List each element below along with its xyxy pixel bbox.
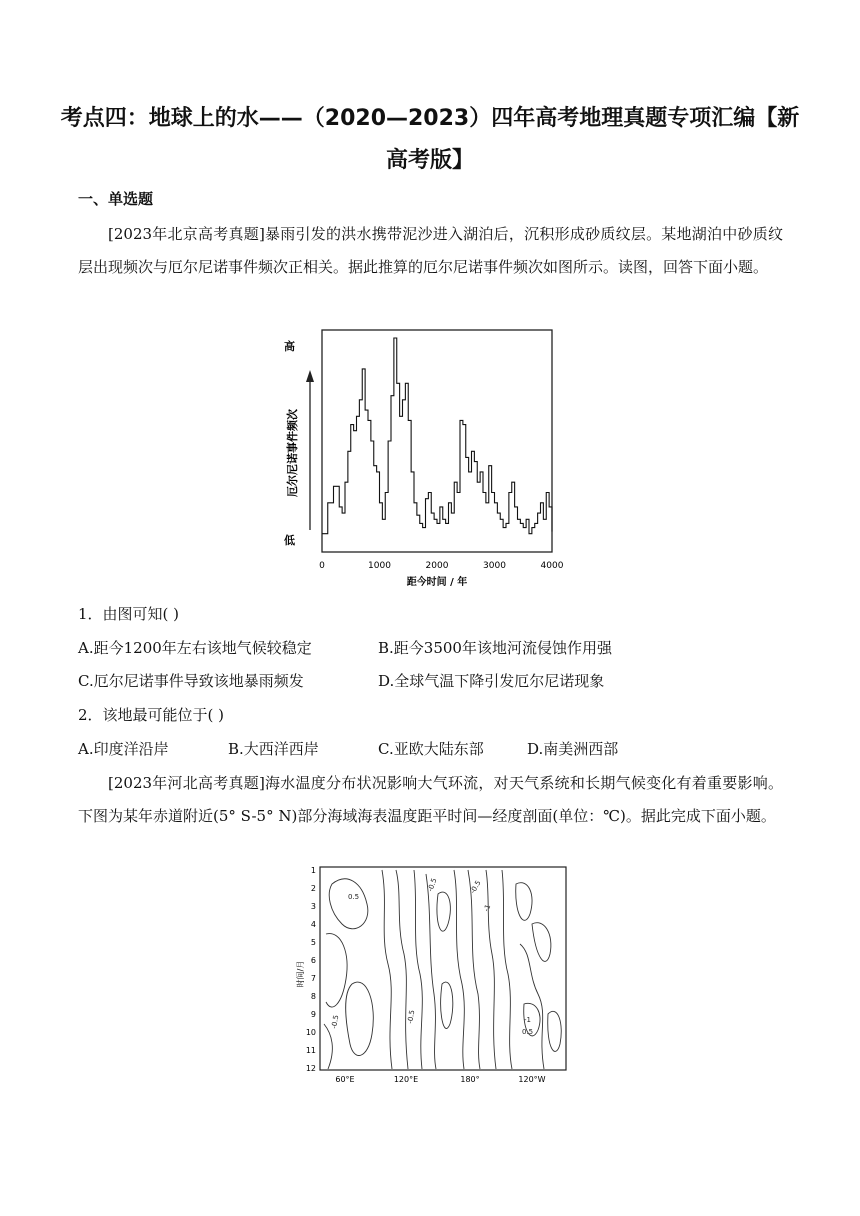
x-tick-0: 0 <box>319 561 325 571</box>
section-heading: 一、单选题 <box>78 190 154 208</box>
contour-line <box>486 870 496 1069</box>
x-tick-3000: 3000 <box>483 561 506 571</box>
month-tick-label: 12 <box>305 1064 316 1073</box>
x-tick-labels <box>319 561 564 571</box>
month-tick-label: 8 <box>310 992 316 1001</box>
contour-lines <box>324 870 561 1069</box>
title-line-1: 考点四：地球上的水——（2020—2023）四年高考地理真题专项汇编【新 <box>60 106 800 131</box>
q2-option-b: B.大西洋西岸 <box>228 740 319 758</box>
el-nino-frequency-chart <box>280 322 570 592</box>
contour-line <box>454 870 464 1069</box>
x-tick-4000: 4000 <box>540 561 564 571</box>
month-tick-label: 5 <box>310 938 316 947</box>
frequency-series <box>322 338 552 534</box>
q2-option-a: A.印度洋沿岸 <box>78 740 169 758</box>
x-tick-120e: 120°E <box>393 1075 419 1084</box>
contour-line <box>396 870 408 1069</box>
y-axis-label: 厄尔尼诺事件频次 <box>286 409 299 497</box>
x-tick-180: 180° <box>460 1075 480 1084</box>
q1-option-a: A.距今1200年左右该地气候较稳定 <box>78 639 312 657</box>
contour-label: 0.5 <box>348 893 360 901</box>
month-tick-label: 1 <box>310 866 316 875</box>
y-high-label: 高 <box>284 340 295 353</box>
month-tick-label: 11 <box>305 1046 316 1055</box>
month-tick-label: 6 <box>310 956 316 965</box>
document-title <box>60 98 800 182</box>
contour-line <box>468 870 480 1069</box>
month-ticks <box>306 866 316 1073</box>
month-tick-label: 4 <box>310 920 316 929</box>
contour-line <box>532 923 551 962</box>
contour-line <box>326 934 347 1008</box>
contour-labels <box>330 877 533 1036</box>
contour-label: -1 <box>524 1016 531 1024</box>
x-axis-label: 距今时间 / 年 <box>406 577 468 588</box>
month-tick-label: 3 <box>310 902 316 911</box>
longitude-ticks <box>335 1075 545 1084</box>
contour-line <box>502 870 512 1069</box>
contour-line <box>548 1011 562 1051</box>
month-tick-label: 7 <box>310 974 316 983</box>
contour-label: -0.5 <box>330 1014 341 1030</box>
x-tick-120w: 120°W <box>518 1075 546 1084</box>
question-2: 2．该地最可能位于( ) <box>78 706 225 724</box>
q2-option-c: C.亚欧大陆东部 <box>378 740 484 758</box>
contour-line <box>516 883 532 921</box>
contour-label: -0.5 <box>426 877 439 893</box>
contour-line <box>441 982 453 1028</box>
x-tick-2000: 2000 <box>425 561 449 571</box>
contour-line <box>437 892 450 931</box>
question-1: 1．由图可知( ) <box>78 605 180 623</box>
contour-label: 0.5 <box>522 1028 534 1036</box>
month-tick-label: 9 <box>310 1010 316 1019</box>
q1-option-c: C.厄尔尼诺事件导致该地暴雨频发 <box>78 672 304 690</box>
q1-option-d: D.全球气温下降引发厄尔尼诺现象 <box>378 672 605 690</box>
sst-anomaly-contour-chart <box>292 864 572 1090</box>
contour-line <box>324 1024 332 1069</box>
month-tick-label: 2 <box>310 884 316 893</box>
y-low-label: 低 <box>284 534 295 547</box>
q2-option-d: D.南美洲西部 <box>527 740 619 758</box>
q1-option-b: B.距今3500年该地河流侵蚀作用强 <box>378 639 612 657</box>
x-tick-1000: 1000 <box>368 561 391 571</box>
title-line-2: 高考版】 <box>385 148 474 173</box>
contour-label: -0.5 <box>406 1009 417 1025</box>
contour-line <box>329 879 368 929</box>
contour-label: -0.5 <box>468 879 483 895</box>
frequency-line <box>322 338 552 534</box>
y-axis-label-month: 时间/月 <box>296 960 305 988</box>
month-tick-label: 10 <box>305 1028 316 1037</box>
x-tick-60e: 60°E <box>335 1075 355 1084</box>
contour-line <box>414 870 422 1069</box>
contour-line <box>346 982 374 1055</box>
intro-paragraph-1: [2023年北京高考真题]暴雨引发的洪水携带泥沙进入湖泊后，沉积形成砂质纹层。某地湖泊中砂质纹层出现频次与厄尔尼诺事件频次正相关。据此推算的厄尔尼诺事件频次如图所示。读图，回答下面小题。 <box>78 225 783 276</box>
contour-label: -1 <box>482 903 493 913</box>
contour-line <box>382 870 392 1069</box>
y-axis-arrowhead <box>306 370 314 382</box>
intro-paragraph-2: [2023年河北高考真题]海水温度分布状况影响大气环流，对天气系统和长期气候变化有着重要影响。下图为某年赤道附近(5° S-5° N)部分海域海表温度距平时间—经度剖面(单位：℃)。据此完成下面小题。 <box>78 774 783 825</box>
contour-line <box>426 874 439 1069</box>
